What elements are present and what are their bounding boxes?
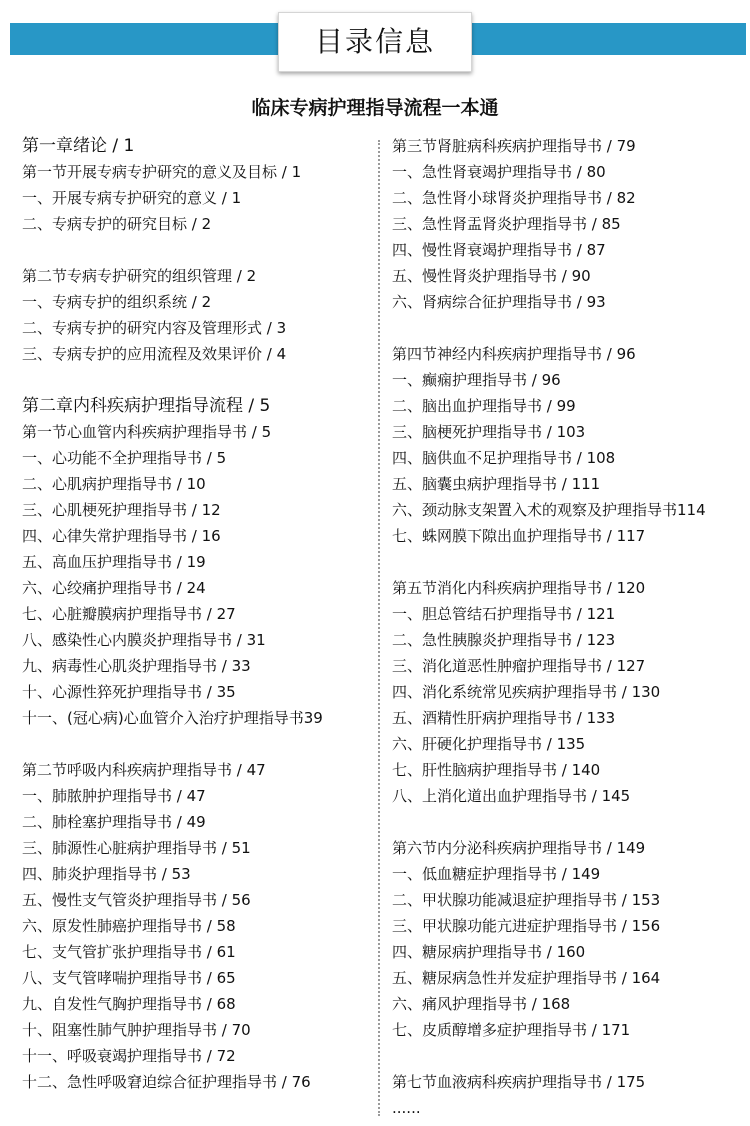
toc-entry: 三、专病专护的应用流程及效果评价 / 4: [22, 345, 287, 363]
toc-entry: 一、专病专护的组织系统 / 2: [22, 293, 212, 311]
toc-entry: 八、上消化道出血护理指导书 / 145: [392, 787, 631, 805]
toc-spacer: [392, 549, 750, 575]
toc-entry: 四、肺炎护理指导书 / 53: [22, 865, 191, 883]
toc-section: 第一节心血管内科疾病护理指导书 / 5: [22, 423, 272, 441]
toc-entry: 六、痛风护理指导书 / 168: [392, 995, 571, 1013]
toc-entry: 四、糖尿病护理指导书 / 160: [392, 943, 586, 961]
toc-section: 第七节血液病科疾病护理指导书 / 175: [392, 1073, 646, 1091]
toc-right-column: [392, 133, 750, 1121]
toc-entry: 三、急性肾盂肾炎护理指导书 / 85: [392, 215, 621, 233]
toc-entry: 八、感染性心内膜炎护理指导书 / 31: [22, 631, 266, 649]
toc-entry: 六、肾病综合征护理指导书 / 93: [392, 293, 606, 311]
toc-entry: 五、糖尿病急性并发症护理指导书 / 164: [392, 969, 661, 987]
toc-entry: 九、自发性气胸护理指导书 / 68: [22, 995, 236, 1013]
toc-entry: 一、肺脓肿护理指导书 / 47: [22, 787, 206, 805]
toc-entry: 二、肺栓塞护理指导书 / 49: [22, 813, 206, 831]
toc-entry: 四、慢性肾衰竭护理指导书 / 87: [392, 241, 606, 259]
toc-entry: 二、甲状腺功能减退症护理指导书 / 153: [392, 891, 661, 909]
toc-entry: 七、蛛网膜下隙出血护理指导书 / 117: [392, 527, 646, 545]
toc-entry: 九、病毒性心肌炎护理指导书 / 33: [22, 657, 251, 675]
toc-section: 第二节专病专护研究的组织管理 / 2: [22, 267, 257, 285]
toc-entry: 四、脑供血不足护理指导书 / 108: [392, 449, 616, 467]
toc-entry: 六、颈动脉支架置入术的观察及护理指导书114: [392, 501, 706, 519]
toc-entry: 七、心脏瓣膜病护理指导书 / 27: [22, 605, 236, 623]
toc-spacer: [392, 1043, 750, 1069]
toc-spacer: [392, 809, 750, 835]
toc-section: 第二节呼吸内科疾病护理指导书 / 47: [22, 761, 266, 779]
toc-entry: 五、慢性肾炎护理指导书 / 90: [392, 267, 591, 285]
toc-entry: 五、脑囊虫病护理指导书 / 111: [392, 475, 601, 493]
toc-entry: ......: [392, 1099, 421, 1117]
toc-section: 第三节肾脏病科疾病护理指导书 / 79: [392, 137, 636, 155]
toc-entry: 一、心功能不全护理指导书 / 5: [22, 449, 227, 467]
toc-entry: 七、皮质醇增多症护理指导书 / 171: [392, 1021, 631, 1039]
toc-entry: 七、支气管扩张护理指导书 / 61: [22, 943, 236, 961]
toc-entry: 六、肝硬化护理指导书 / 135: [392, 735, 586, 753]
book-title: 临床专病护理指导流程一本通: [251, 97, 499, 119]
toc-spacer: [22, 237, 382, 263]
toc-entry: 三、脑梗死护理指导书 / 103: [392, 423, 586, 441]
toc-entry: 二、专病专护的研究目标 / 2: [22, 215, 212, 233]
toc-entry: 二、脑出血护理指导书 / 99: [392, 397, 576, 415]
toc-spacer: [392, 315, 750, 341]
toc-entry: 五、酒精性肝病护理指导书 / 133: [392, 709, 616, 727]
toc-entry: 一、低血糖症护理指导书 / 149: [392, 865, 601, 883]
toc-entry: 十一、(冠心病)心血管介入治疗护理指导书39: [22, 709, 323, 727]
toc-entry: 五、高血压护理指导书 / 19: [22, 553, 206, 571]
toc-spacer: [22, 367, 382, 393]
toc-entry: 十一、呼吸衰竭护理指导书 / 72: [22, 1047, 236, 1065]
toc-section: 第五节消化内科疾病护理指导书 / 120: [392, 579, 646, 597]
toc-chapter: 第二章内科疾病护理指导流程 / 5: [22, 396, 271, 416]
toc-entry: 三、消化道恶性肿瘤护理指导书 / 127: [392, 657, 646, 675]
toc-entry: 十、阻塞性肺气肿护理指导书 / 70: [22, 1021, 251, 1039]
toc-entry: 一、急性肾衰竭护理指导书 / 80: [392, 163, 606, 181]
toc-entry: 一、胆总管结石护理指导书 / 121: [392, 605, 616, 623]
toc-section: 第六节内分泌科疾病护理指导书 / 149: [392, 839, 646, 857]
toc-entry: 四、心律失常护理指导书 / 16: [22, 527, 221, 545]
toc-entry: 三、甲状腺功能亢进症护理指导书 / 156: [392, 917, 661, 935]
toc-entry: 三、肺源性心脏病护理指导书 / 51: [22, 839, 251, 857]
toc-left-column: [22, 133, 382, 1095]
toc-entry: 五、慢性支气管炎护理指导书 / 56: [22, 891, 251, 909]
toc-entry: 二、专病专护的研究内容及管理形式 / 3: [22, 319, 287, 337]
toc-entry: 一、开展专病专护研究的意义 / 1: [22, 189, 242, 207]
toc-section: 第四节神经内科疾病护理指导书 / 96: [392, 345, 636, 363]
toc-spacer: [22, 731, 382, 757]
toc-section: 第一节开展专病专护研究的意义及目标 / 1: [22, 163, 302, 181]
toc-entry: 二、急性肾小球肾炎护理指导书 / 82: [392, 189, 636, 207]
toc-entry: 七、肝性脑病护理指导书 / 140: [392, 761, 601, 779]
toc-entry: 三、心肌梗死护理指导书 / 12: [22, 501, 221, 519]
toc-entry: 二、心肌病护理指导书 / 10: [22, 475, 206, 493]
toc-entry: 六、原发性肺癌护理指导书 / 58: [22, 917, 236, 935]
toc-entry: 一、癫痫护理指导书 / 96: [392, 371, 561, 389]
toc-entry: 四、消化系统常见疾病护理指导书 / 130: [392, 683, 661, 701]
toc-entry: 十二、急性呼吸窘迫综合征护理指导书 / 76: [22, 1073, 311, 1091]
column-divider: [378, 140, 380, 1116]
toc-chapter: 第一章绪论 / 1: [22, 136, 135, 156]
toc-entry: 十、心源性猝死护理指导书 / 35: [22, 683, 236, 701]
banner-title: 目录信息: [278, 12, 472, 72]
toc-entry: 二、急性胰腺炎护理指导书 / 123: [392, 631, 616, 649]
toc-entry: 八、支气管哮喘护理指导书 / 65: [22, 969, 236, 987]
toc-entry: 六、心绞痛护理指导书 / 24: [22, 579, 206, 597]
